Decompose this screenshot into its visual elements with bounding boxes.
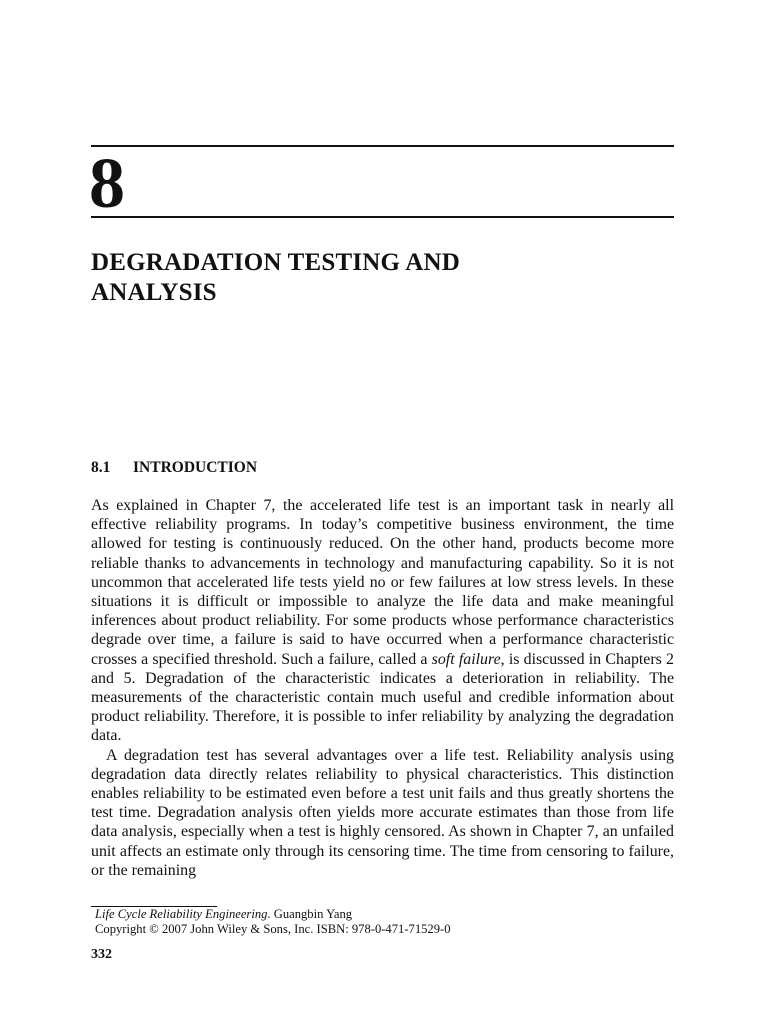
paragraph-2: A degradation test has several advantages over a life test. Reliability analysis using degradation data directly relates reliability to physical characteristics. This distinction enables reliability to be estimated even before a test unit fails and thus greatly shortens the test time. Degradation analysis often yields more accurate estimates than those from life data analysis, especially when a test is highly censored. As shown in Chapter 7, an unfailed unit affects an estimate only through its censoring time. The time from censoring to failure, or the remaining	[91, 746, 674, 879]
page-number: 332	[91, 947, 112, 962]
chapter-top-rule	[91, 145, 674, 147]
section-number: 8.1	[91, 459, 111, 476]
footnote-author: . Guangbin Yang	[267, 907, 353, 921]
footnote-copyright: Copyright © 2007 John Wiley & Sons, Inc. ISBN: 978-0-471-71529-0	[95, 922, 451, 936]
chapter-title	[91, 248, 674, 308]
footnote-citation	[95, 907, 451, 922]
chapter-number: 8	[89, 143, 125, 223]
paragraph-1-part-2: , is discussed in Chapters 2 and 5. Degradation of the characteristic indicates a deterioration in reliability. The measurements of the characteristic contain much useful and credible information about product reliability. Therefore, it is possible to infer reliability by analyzing the degradation data.	[91, 650, 674, 745]
section-heading	[91, 459, 257, 477]
body-text	[91, 496, 674, 880]
section-title: INTRODUCTION	[133, 459, 258, 476]
chapter-bottom-rule	[91, 216, 674, 218]
footnote-book-title: Life Cycle Reliability Engineering	[95, 907, 268, 921]
footnote	[95, 907, 451, 937]
chapter-title-line-2: ANALYSIS	[91, 279, 217, 306]
chapter-title-line-1: DEGRADATION TESTING AND	[91, 249, 461, 276]
paragraph-1-part-1: As explained in Chapter 7, the accelerated life test is an important task in nearly all effective reliability programs. In today’s competitive business environment, the time allowed for testing is continuously reduced. On the other hand, products become more reliable thanks to advancements in technology and manufacturing capability. So it is not uncommon that accelerated life tests yield no or few failures at low stress levels. In these situations it is difficult or impossible to analyze the life data and make meaningful inferences about product reliability. For some products whose performance characteristics degrade over time, a failure is said to have occurred when a performance characteristic crosses a specified threshold. Such a failure, called a	[91, 497, 674, 668]
paragraph-1	[91, 496, 674, 746]
soft-failure-term: soft failure	[431, 650, 501, 668]
